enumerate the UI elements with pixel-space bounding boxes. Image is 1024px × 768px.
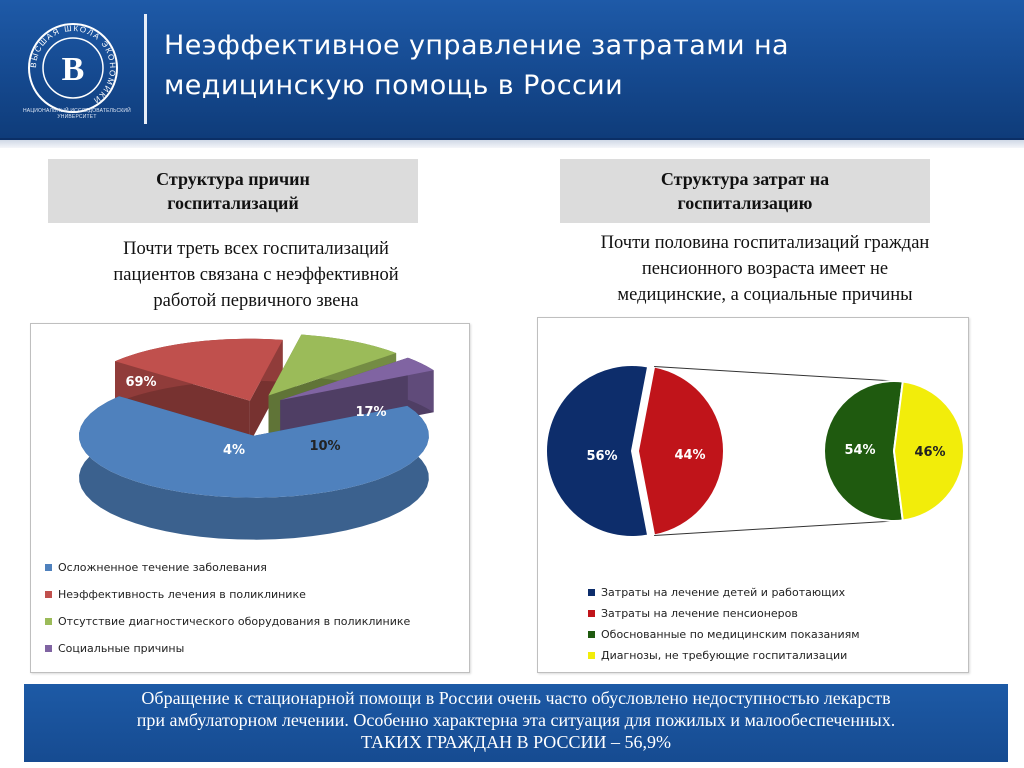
logo-ring-text: ВЫСШАЯ ШКОЛА ЭКОНОМИКИ <box>28 23 118 106</box>
hospitalization-costs-legend <box>588 582 860 666</box>
causes-legend-item-1 <box>45 554 410 581</box>
causes-legend-label-4: Социальные причины <box>58 642 185 655</box>
left-description-line-3: работой первичного звена <box>153 291 359 311</box>
causes-legend-item-3 <box>45 608 410 635</box>
causes-legend-label-3: Отсутствие диагностического оборудования в поликлинике <box>58 615 411 628</box>
causes-legend-swatch-1 <box>45 564 52 571</box>
costs-connector-top <box>654 367 894 381</box>
causes-pie-label-1: 69% <box>125 375 157 390</box>
costs-secondary-label-2: 46% <box>914 445 946 460</box>
costs-legend-label-3: Обоснованные по медицинским показаниям <box>601 628 860 641</box>
causes-legend-item-2 <box>45 581 410 608</box>
costs-legend-swatch-4 <box>588 652 595 659</box>
right-description-line-1: Почти половина госпитализаций граждан <box>600 233 930 253</box>
causes-legend-swatch-4 <box>45 645 52 652</box>
costs-pie-label-1: 56% <box>586 449 618 464</box>
logo-monogram: В <box>61 51 85 88</box>
left-section-label-line-2: госпитализаций <box>167 193 299 213</box>
right-description <box>540 230 990 308</box>
costs-legend-swatch-2 <box>588 610 595 617</box>
header-divider <box>144 14 147 124</box>
hospitalization-causes-chart <box>30 323 470 673</box>
page-title-line-1: Неэффективное управление затратами на <box>164 30 789 61</box>
costs-legend-swatch-1 <box>588 589 595 596</box>
hospitalization-costs-pie <box>538 318 970 578</box>
footer-line-2: при амбулаторном лечении. Особенно характерна эта ситуация для пожилых и малообеспеченных. <box>136 710 896 730</box>
costs-legend-swatch-3 <box>588 631 595 638</box>
page-title <box>164 26 1004 106</box>
costs-legend-item-2 <box>588 603 860 624</box>
hospitalization-costs-chart <box>537 317 969 673</box>
right-description-line-2: пенсионного возраста имеет не <box>641 259 889 279</box>
left-description-line-1: Почти треть всех госпитализаций <box>123 239 389 259</box>
causes-pie-label-4: 4% <box>222 443 246 458</box>
costs-legend-item-3 <box>588 624 860 645</box>
right-section-label-line-2: госпитализацию <box>677 193 813 213</box>
causes-legend-swatch-2 <box>45 591 52 598</box>
footer-line-3: ТАКИХ ГРАЖДАН В РОССИИ – 56,9% <box>360 732 672 752</box>
costs-legend-label-4: Диагнозы, не требующие госпитализации <box>601 649 848 662</box>
right-section-label <box>560 159 930 223</box>
causes-legend-item-4 <box>45 635 410 662</box>
footer-note <box>24 684 1008 762</box>
costs-pie-label-2: 44% <box>674 448 706 463</box>
header-underline <box>0 138 1024 148</box>
footer-line-1: Обращение к стационарной помощи в России очень часто обусловлено недоступностью лекарств <box>141 688 891 708</box>
left-description-line-2: пациентов связана с неэффективной <box>113 265 399 285</box>
right-description-line-3: медицинские, а социальные причины <box>617 285 913 305</box>
left-section-label-line-1: Структура причин <box>156 169 310 189</box>
logo-caption: НАЦИОНАЛЬНЫЙ ИССЛЕДОВАТЕЛЬСКИЙ УНИВЕРСИТЕТ <box>23 108 131 120</box>
left-section-label <box>48 159 418 223</box>
costs-legend-label-1: Затраты на лечение детей и работающих <box>601 586 846 599</box>
hospitalization-causes-pie <box>31 324 471 564</box>
causes-legend-swatch-3 <box>45 618 52 625</box>
costs-secondary-label-1: 54% <box>844 443 876 458</box>
hospitalization-causes-legend <box>45 554 410 662</box>
causes-legend-label-2: Неэффективность лечения в поликлинике <box>58 588 306 601</box>
left-description <box>40 236 472 314</box>
costs-legend-item-4 <box>588 645 860 666</box>
right-section-label-line-1: Структура затрат на <box>660 169 830 189</box>
costs-connector-bottom <box>654 521 894 535</box>
causes-pie-label-2: 17% <box>355 405 387 420</box>
page-title-line-2: медицинскую помощь в России <box>164 70 624 101</box>
causes-pie-label-3: 10% <box>309 439 341 454</box>
costs-legend-label-2: Затраты на лечение пенсионеров <box>601 607 798 620</box>
causes-legend-label-1: Осложненное течение заболевания <box>58 561 267 574</box>
costs-legend-item-1 <box>588 582 860 603</box>
